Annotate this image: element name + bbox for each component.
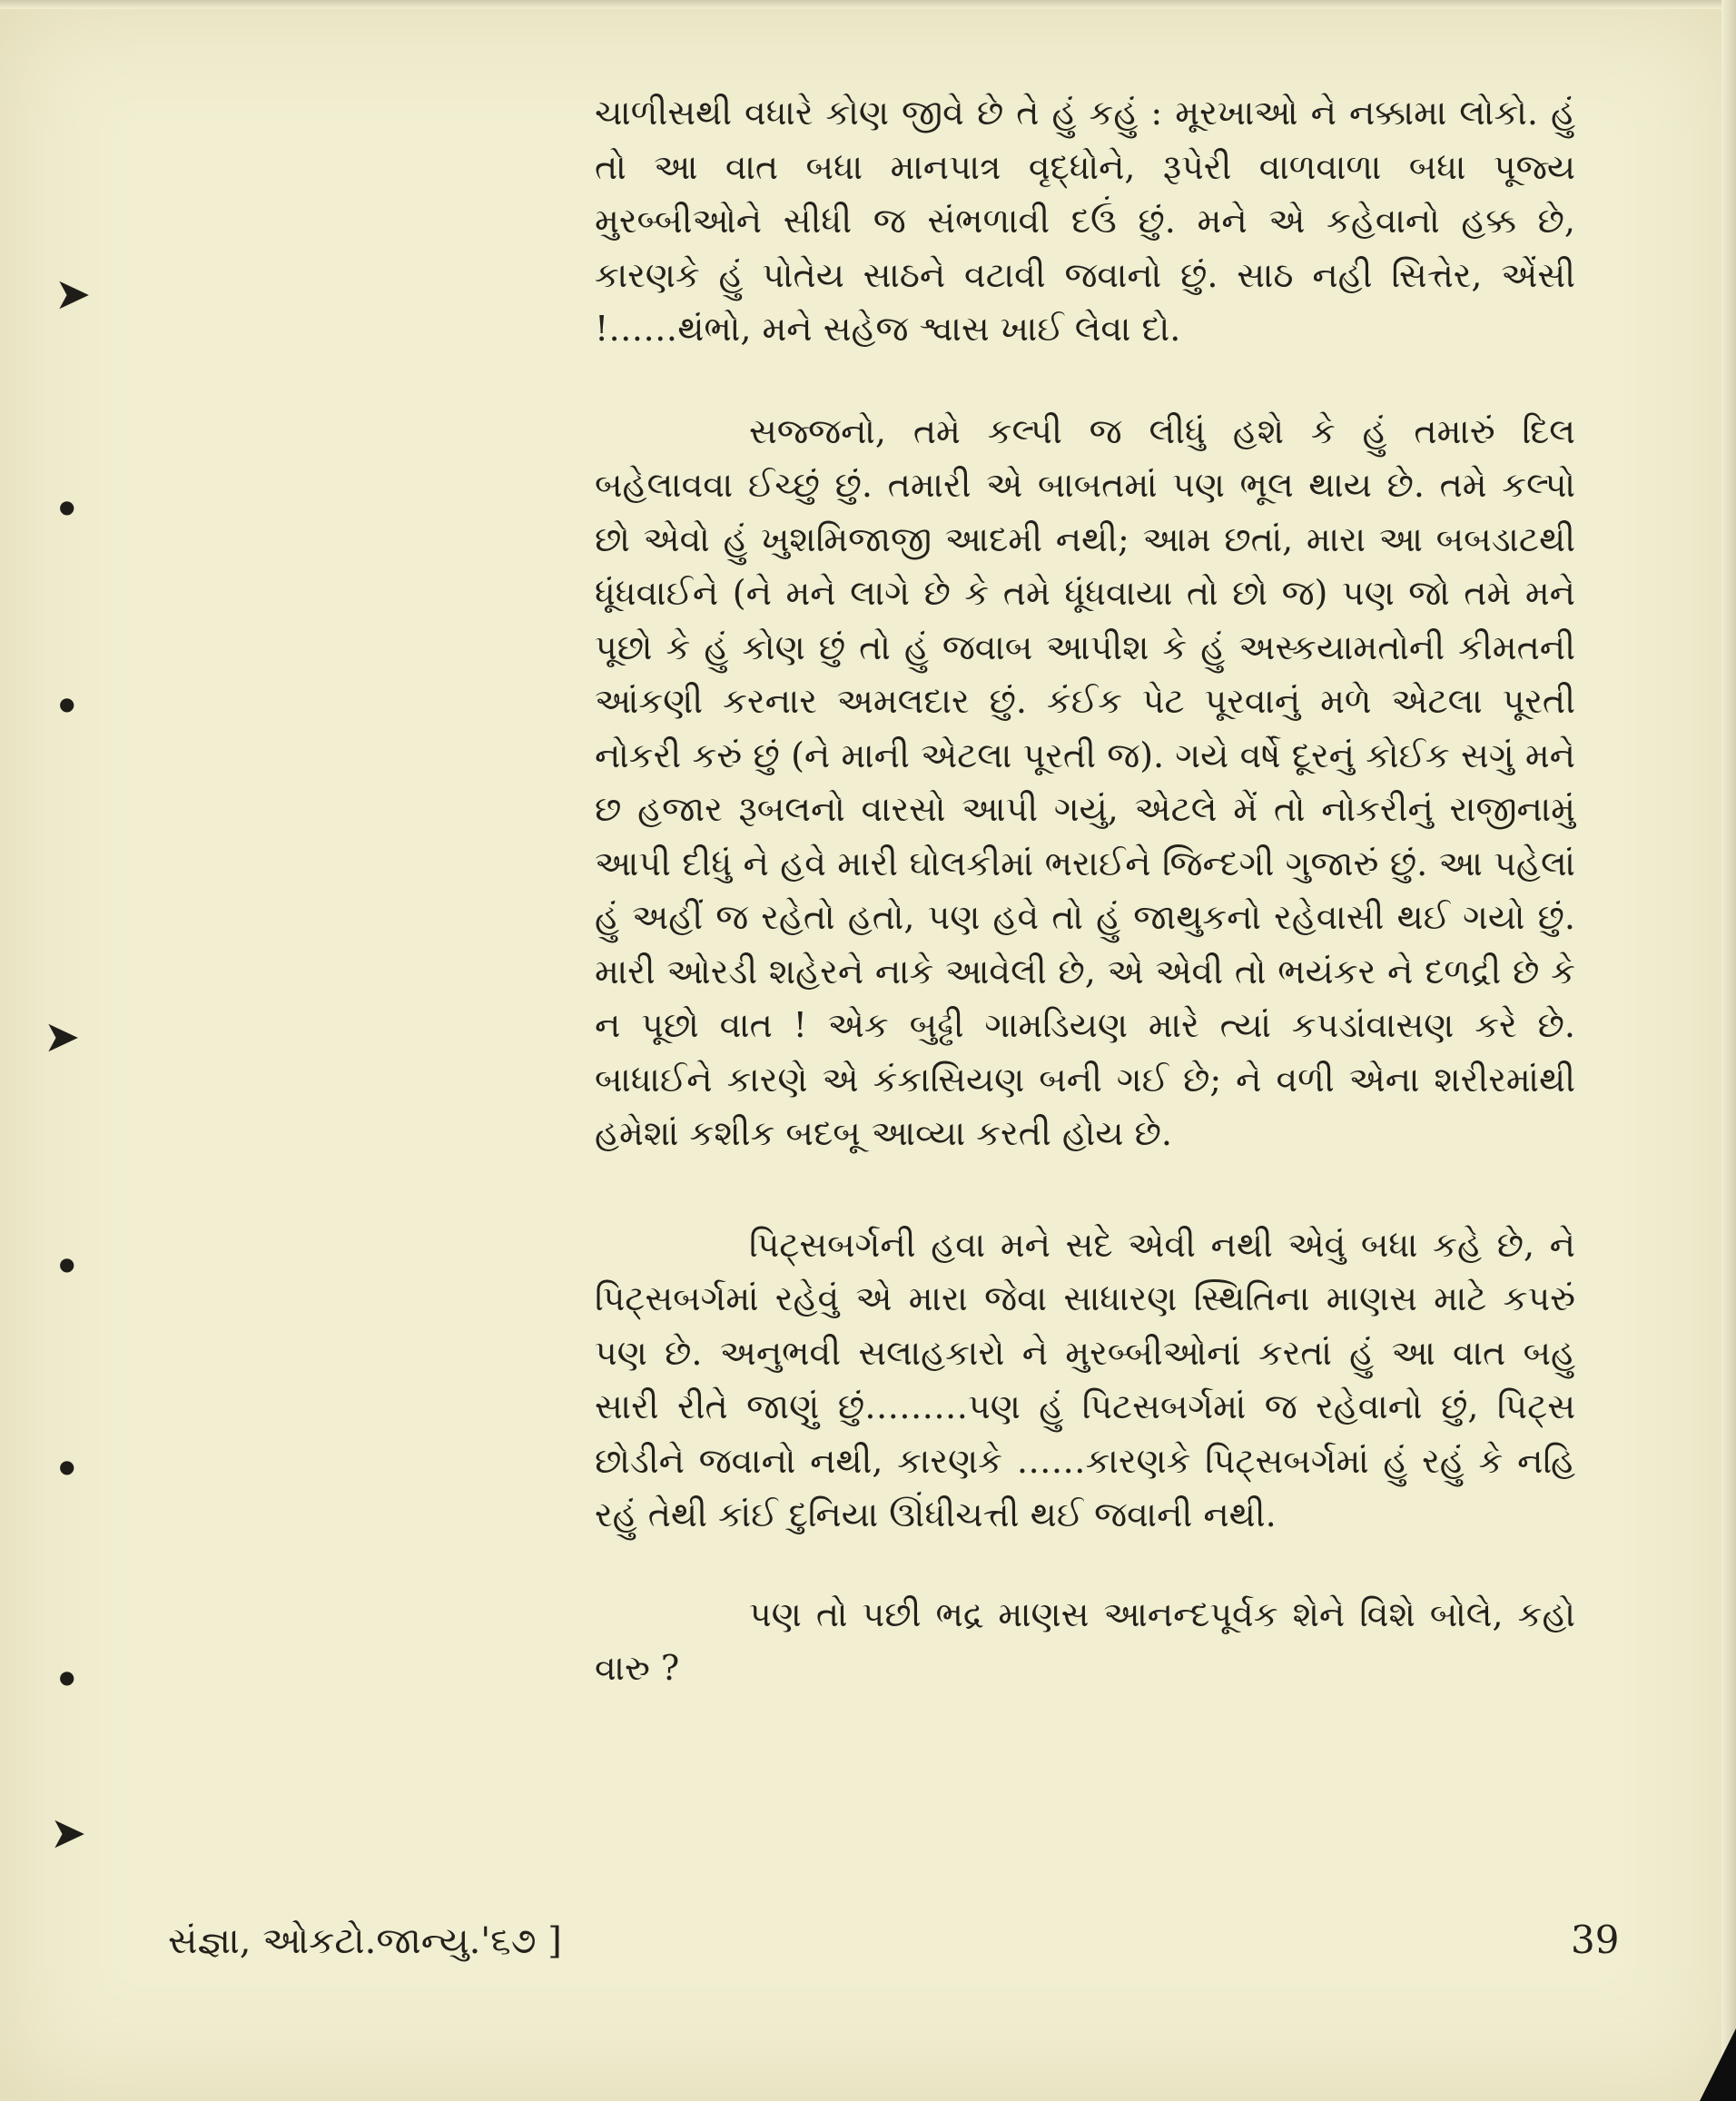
page-right-edge	[1721, 0, 1736, 2101]
margin-dot-mark: ●	[59, 693, 75, 715]
margin-dot-mark: ●	[59, 496, 75, 518]
article-body	[595, 86, 1575, 1696]
paragraph-1: ચાળીસથી વધારે કોણ જીવે છે તે હું કહું : મૂરખાઓ ને નક્કામા લોકો. હું તો આ વાત બધા માનપાત્ર વૃદ્ધોને, રૂપેરી વાળવાળા બધા પૂજ્ય મુરબ્બીઓને સીધી જ સંભળાવી દઉં છું. મને એ કહેવાનો હક્ક છે, કારણકે હું પોતેય સાઠને વટાવી જવાનો છું. સાઠ નહી સિત્તેર, એંસી !……થંભો, મને સહેજ શ્વાસ ખાઈ લેવા દો.	[595, 93, 1575, 349]
paragraph-4: પણ તો પછી ભદ્ર માણસ આનન્દપૂર્વક શેને વિશે બોલે, કહો વારુ ?	[595, 1593, 1575, 1688]
margin-dot-mark: ●	[59, 1455, 75, 1477]
paragraph-3: પિટ્સબર્ગની હવા મને સદે એવી નથી એવું બધા કહે છે, ને પિટ્સબર્ગમાં રહેવું એ મારા જેવા સાધારણ સ્થિતિના માણસ માટે કપરું પણ છે. અનુભવી સલાહકારો ને મુરબ્બીઓનાં કરતાં હું આ વાત બહુ સારી રીતે જાણું છું………પણ હું પિટસબર્ગમાં જ રહેવાનો છું, પિટ્સ છોડીને જવાનો નથી, કારણકે ……કારણકે પિટ્સબર્ગમાં હું રહું કે નહિ રહું તેથી કાંઈ દુનિયા ઊંધીચત્તી થઈ જવાની નથી.	[595, 1224, 1575, 1534]
paragraph-2: સજ્જનો, તમે કલ્પી જ લીધું હશે કે હું તમારું દિલ બહેલાવવા ઈચ્છું છું. તમારી એ બાબતમાં પણ ભૂલ થાય છે. તમે કલ્પો છો એવો હું ખુશમિજાજી આદમી નથી; આમ છતાં, મારા આ બબડાટથી ધૂંધવાઈને (ને મને લાગે છે કે તમે ધૂંધવાયા તો છો જ) પણ જો તમે મને પૂછો કે હું કોણ છું તો હું જવાબ આપીશ કે હું અસ્કયામતોની કીમતની આંકણી કરનાર અમલદાર છું. કંઈક પેટ પૂરવાનું મળે એટલા પૂરતી નોકરી કરું છું (ને માની એટલા પૂરતી જ). ગયે વર્ષે દૂરનું કોઈક સગું મને છ હજાર રૂબલનો વારસો આપી ગયું, એટલે મેં તો નોકરીનું રાજીનામું આપી દીધું ને હવે મારી ઘોલકીમાં ભરાઈને જિન્દગી ગુજારું છું. આ પહેલાં હું અહીં જ રહેતો હતો, પણ હવે તો હું જાથુકનો રહેવાસી થઈ ગયો છું. મારી ઓરડી શહેરને નાકે આવેલી છે, એ એવી તો ભયંકર ને દળદ્રી છે કે ન પૂછો વાત ! એક બુઢ્ઢી ગામડિયણ મારે ત્યાં કપડાંવાસણ કરે છે. બાધાઈને કારણે એ કંકાસિયણ બની ગઈ છે; ને વળી એના શરીરમાંથી હમેશાં કશીક બદબૂ આવ્યા કરતી હોય છે.	[595, 410, 1575, 1153]
margin-arrow-mark: ➤	[44, 1011, 81, 1062]
torn-corner	[1700, 2028, 1736, 2101]
margin-arrow-mark: ➤	[54, 269, 92, 320]
margin-dot-mark: ●	[59, 1253, 75, 1275]
journal-citation: સંજ્ઞા, ઓકટો.જાન્યુ.'૬૭ ]	[168, 1920, 562, 1962]
margin-dot-mark: ●	[59, 1666, 75, 1688]
page-top-edge	[0, 0, 1736, 9]
page-number: 39	[1571, 1918, 1620, 1962]
margin-arrow-mark: ➤	[50, 1808, 87, 1859]
